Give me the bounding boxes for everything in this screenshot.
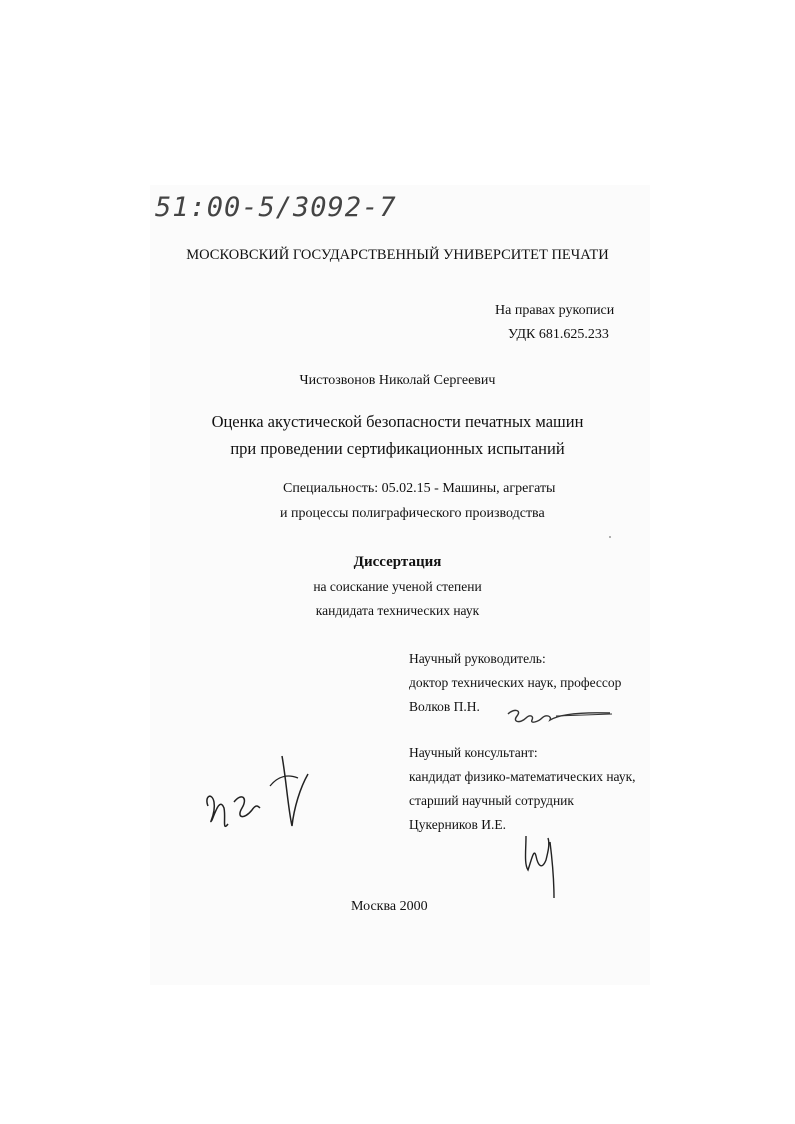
consultant-role: Научный консультант:: [409, 745, 538, 760]
document-type: Диссертация: [353, 554, 442, 570]
supervisor-title: доктор технических наук, профессор: [409, 675, 622, 690]
city-year: Москва 2000: [351, 899, 428, 914]
supervisor-role: Научный руководитель:: [409, 651, 546, 666]
thesis-title-line-1: Оценка акустической безопасности печатных машин: [211, 412, 584, 431]
udk-code: УДК 681.625.233: [508, 327, 609, 342]
supervisor-signature: [500, 700, 620, 735]
consultant-name: Цукерников И.Е.: [409, 817, 507, 832]
rights-note: На правах рукописи: [495, 303, 615, 318]
consultant-title: кандидат физико-математических наук,: [409, 769, 636, 784]
archive-number: 51:00-5/3092-7: [155, 192, 397, 223]
degree-line-1: на соискание ученой степени: [313, 579, 482, 594]
specialty-line-1: Специальность: 05.02.15 - Машины, агрегаты: [283, 481, 556, 496]
consultant-position: старший научный сотрудник: [409, 793, 574, 808]
consultant-signature: [520, 828, 565, 903]
author-signature: [198, 748, 313, 843]
author-name: Чистозвонов Николай Сергеевич: [299, 373, 496, 388]
university-name: МОСКОВСКИЙ ГОСУДАРСТВЕННЫЙ УНИВЕРСИТЕТ ПЕЧАТИ: [186, 247, 609, 263]
degree-line-2: кандидата технических наук: [315, 603, 480, 618]
specialty-line-2: и процессы полиграфического производства: [280, 506, 545, 521]
thesis-title-line-2: при проведении сертификационных испытаний: [230, 439, 565, 458]
supervisor-name: Волков П.Н.: [409, 699, 480, 714]
scan-speck: [609, 536, 611, 538]
